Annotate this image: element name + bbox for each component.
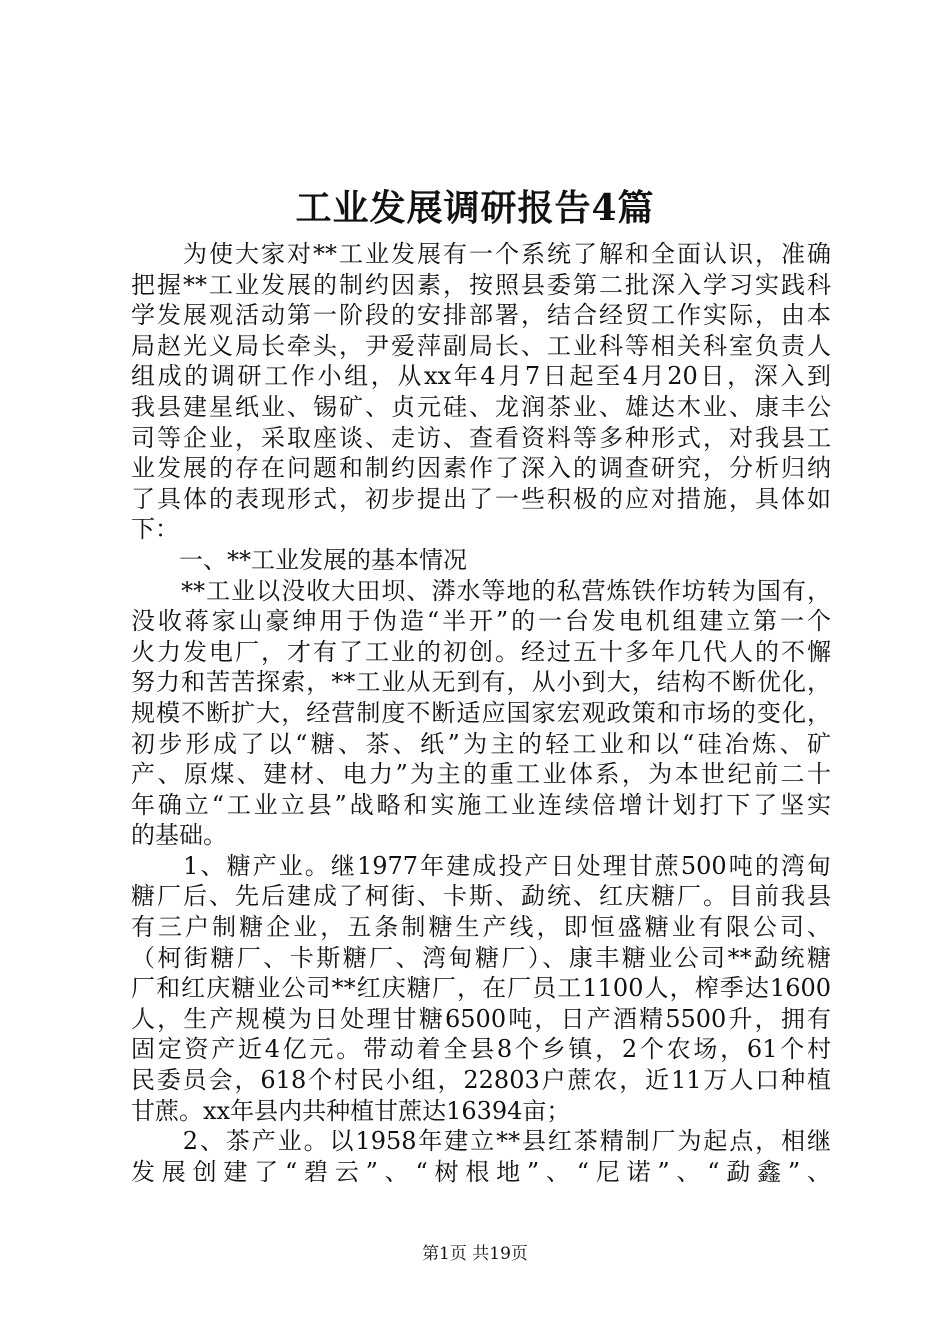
text-line: 下： [131, 515, 179, 544]
text-line: 组成的调研工作小组，从xx年4月7日起至4月20日，深入到 [131, 362, 831, 391]
text-line: 民委员会，618个村民小组，22803户蔗农，近11万人口种植 [131, 1066, 831, 1095]
text-line: **工业以没收大田坝、漭水等地的私营炼铁作坊转为国有， [131, 576, 831, 605]
document-body [131, 239, 831, 1187]
text-line: 初步形成了以“糖、茶、纸”为主的轻工业和以“硅冶炼、矿 [131, 729, 831, 758]
text-line: 局赵光义局长牵头，尹爱萍副局长、工业科等相关科室负责人 [131, 331, 831, 360]
text-line: 我县建星纸业、锡矿、贞元硅、龙润茶业、雄达木业、康丰公 [131, 392, 831, 421]
text-line: 为使大家对**工业发展有一个系统了解和全面认识，准确 [131, 240, 831, 268]
text-line: 业发展的存在问题和制约因素作了深入的调查研究，分析归纳 [131, 454, 831, 483]
text-line: 了具体的表现形式，初步提出了一些积极的应对措施，具体如 [131, 484, 831, 513]
text-line: 努力和苦苦探索，**工业从无到有，从小到大，结构不断优化， [131, 668, 831, 697]
text-line: 把握**工业发展的制约因素，按照县委第二批深入学习实践科 [131, 270, 831, 299]
text-line: 学发展观活动第一阶段的安排部署，结合经贸工作实际，由本 [131, 301, 831, 330]
text-line: 糖厂后、先后建成了柯街、卡斯、勐统、红庆糖厂。目前我县 [131, 882, 831, 911]
text-line: 的基础。 [131, 821, 227, 850]
text-line: 有三户制糖企业，五条制糖生产线，即恒盛糖业有限公司、 [131, 913, 831, 942]
text-line: 没收蒋家山豪绅用于伪造“半开”的一台发电机组建立第一个 [131, 607, 831, 636]
text-line: 固定资产近4亿元。带动着全县8个乡镇，2个农场，61个村 [131, 1035, 831, 1064]
text-line: 火力发电厂，才有了工业的初创。经过五十多年几代人的不懈 [131, 637, 831, 666]
text-line: 司等企业，采取座谈、走访、查看资料等多种形式，对我县工 [131, 423, 831, 452]
document-title: 工业发展调研报告4篇 [295, 187, 655, 229]
text-line: （柯街糖厂、卡斯糖厂、湾甸糖厂）、康丰糖业公司**勐统糖 [131, 943, 831, 972]
text-line: 规模不断扩大，经营制度不断适应国家宏观政策和市场的变化， [131, 698, 831, 727]
text-line: 厂和红庆糖业公司**红庆糖厂，在厂员工1100人，榨季达1600 [131, 974, 831, 1003]
text-line: 甘蔗。xx年县内共种植甘蔗达16394亩； [131, 1096, 571, 1125]
text-line: 年确立“工业立县”战略和实施工业连续倍增计划打下了坚实 [131, 790, 831, 819]
text-line: 人，生产规模为日处理甘糖6500吨，日产酒精5500升，拥有 [131, 1004, 831, 1033]
text-line: 2、茶产业。以1958年建立**县红茶精制厂为起点，相继 [131, 1127, 831, 1156]
page-footer: 第1页 共19页 [422, 1244, 528, 1264]
text-line: 产、原煤、建材、电力”为主的重工业体系，为本世纪前二十 [131, 760, 831, 789]
text-line: 一、**工业发展的基本情况 [131, 545, 467, 574]
text-line: 发展创建了“碧云”、“树根地”、“尼诺”、“勐鑫”、 [131, 1157, 831, 1186]
text-line: 1、糖产业。继1977年建成投产日处理甘蔗500吨的湾甸 [131, 851, 831, 880]
